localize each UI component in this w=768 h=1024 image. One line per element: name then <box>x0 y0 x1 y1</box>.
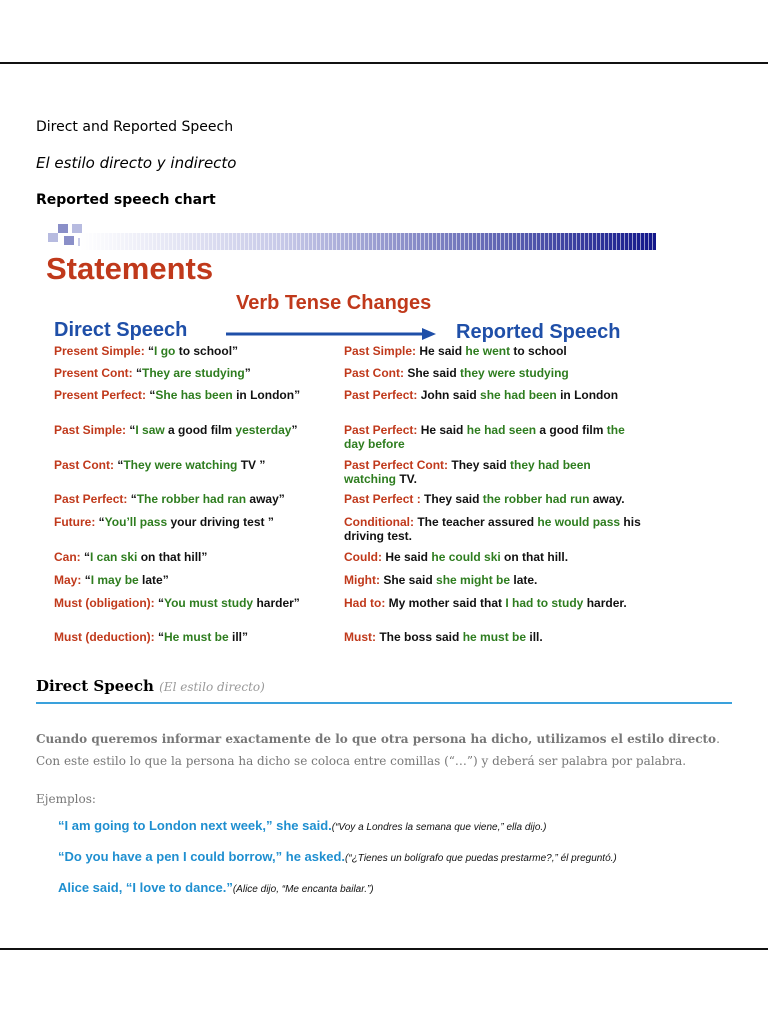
tense-label: Past Perfect: <box>344 388 421 402</box>
tense-label: Present Perfect: <box>54 388 150 402</box>
direct-speech-cell <box>54 344 354 358</box>
example-quote: “I am going to London next week,” she said. <box>58 818 332 833</box>
chart-heading: Reported speech chart <box>36 192 216 208</box>
sentence-text: ill” <box>228 630 249 644</box>
reported-speech-cell <box>344 573 644 587</box>
sentence-text: “ <box>136 366 143 380</box>
examples-label: Ejemplos: <box>36 792 96 806</box>
verb-phrase: they were studying <box>460 366 569 380</box>
sentence-text: He said <box>419 344 466 358</box>
example-2 <box>58 848 617 866</box>
verb-phrase: she had been <box>480 388 557 402</box>
direct-speech-cell <box>54 550 354 564</box>
example-quote: “Do you have a pen I could borrow,” he asked. <box>58 849 346 864</box>
sentence-text: “ <box>157 596 164 610</box>
sentence-text: “ <box>84 573 91 587</box>
reported-speech-cell <box>344 344 644 358</box>
example-1 <box>58 817 547 835</box>
reported-speech-cell <box>344 458 644 486</box>
tense-label: Could: <box>344 550 386 564</box>
tense-label: Had to: <box>344 596 389 610</box>
verb-phrase: he had seen <box>466 423 537 437</box>
sentence-text: in London <box>556 388 619 402</box>
sentence-text: She said <box>407 366 461 380</box>
document-title: Direct and Reported Speech <box>36 119 234 135</box>
verb-phrase: she might be <box>436 573 511 587</box>
tense-label: Present Cont: <box>54 366 137 380</box>
tense-label: Past Cont: <box>54 458 118 472</box>
sentence-text: “ <box>117 458 124 472</box>
reported-speech-cell <box>344 515 644 543</box>
direct-speech-column-header: Direct Speech <box>54 319 188 341</box>
paragraph-text: . Con este estilo lo que la persona ha dicho se coloca entre comillas (“…”) y deberá ser palabra por palabra. <box>36 732 720 768</box>
sentence-text: his driving test. <box>344 515 641 543</box>
tense-label: Past Cont: <box>344 366 408 380</box>
verb-phrase: the robber had run <box>482 492 590 506</box>
verb-phrase: they had been watching <box>344 458 591 486</box>
sentence-text: “ <box>98 515 105 529</box>
sentence-text: ill. <box>526 630 543 644</box>
sentence-text: in London” <box>232 388 301 402</box>
tense-label: Can: <box>54 550 84 564</box>
sentence-text: They said <box>451 458 511 472</box>
verb-phrase: he went <box>465 344 511 358</box>
verb-phrase: the day before <box>344 423 625 451</box>
tense-label: Might: <box>344 573 384 587</box>
verb-phrase: I can ski <box>90 550 138 564</box>
sentence-text: late. <box>510 573 538 587</box>
paragraph-bold-text: Cuando queremos informar exactamente de lo que otra persona ha dicho, utilizamos el estilo directo <box>36 732 717 746</box>
direct-speech-heading-text: Direct Speech <box>36 677 154 695</box>
sentence-text: away. <box>589 492 625 506</box>
sentence-text: “ <box>130 492 137 506</box>
statements-title: Statements <box>46 251 214 286</box>
reported-speech-cell <box>344 596 644 610</box>
tense-label: Must (obligation): <box>54 596 158 610</box>
verb-phrase: They were watching <box>123 458 238 472</box>
top-rule <box>0 62 768 64</box>
sentence-text: to school <box>510 344 567 358</box>
document-subtitle: El estilo directo y indirecto <box>36 154 237 172</box>
sentence-text: They said <box>424 492 483 506</box>
bottom-rule <box>0 948 768 950</box>
tense-label: Present Simple: <box>54 344 149 358</box>
example-3 <box>58 879 374 897</box>
tense-label: Past Simple: <box>344 344 420 358</box>
verb-phrase: he must be <box>462 630 527 644</box>
sentence-text: He said <box>385 550 432 564</box>
verb-phrase: he could ski <box>431 550 501 564</box>
direct-speech-cell <box>54 515 354 529</box>
sentence-text: John said <box>420 388 481 402</box>
sentence-text: TV. <box>396 472 417 486</box>
direct-speech-cell <box>54 630 354 644</box>
sentence-text: She said <box>383 573 437 587</box>
sentence-text: late” <box>138 573 169 587</box>
reported-speech-cell <box>344 366 644 380</box>
sentence-text: “ <box>129 423 136 437</box>
sentence-text: He said <box>420 423 467 437</box>
reported-speech-cell <box>344 630 644 644</box>
direct-speech-cell <box>54 492 354 506</box>
verb-phrase: They are studying <box>142 366 245 380</box>
sentence-text: away” <box>246 492 285 506</box>
sentence-text: The boss said <box>379 630 463 644</box>
tense-label: Past Perfect: <box>344 423 421 437</box>
direct-speech-cell <box>54 458 354 472</box>
tense-label: Past Perfect: <box>54 492 131 506</box>
sentence-text: “ <box>148 344 155 358</box>
verb-phrase: You must study <box>163 596 254 610</box>
tense-label: Must: <box>344 630 380 644</box>
sentence-text: “ <box>84 550 90 564</box>
tense-label: Past Simple: <box>54 423 130 437</box>
sentence-text: “ <box>157 630 164 644</box>
direct-speech-cell <box>54 596 354 610</box>
sentence-text: harder” <box>253 596 300 610</box>
direct-speech-cell <box>54 366 354 380</box>
arrow-right-icon <box>226 327 438 341</box>
verb-tense-changes-title: Verb Tense Changes <box>236 292 432 314</box>
reported-speech-cell <box>344 388 644 402</box>
verb-phrase: You’ll pass <box>104 515 168 529</box>
tense-label: Conditional: <box>344 515 418 529</box>
tense-label: Past Perfect Cont: <box>344 458 452 472</box>
sentence-text: a good film <box>536 423 607 437</box>
verb-phrase: I saw <box>135 423 165 437</box>
verb-phrase: yesterday <box>235 423 292 437</box>
tense-label: Future: <box>54 515 99 529</box>
verb-phrase: he would pass <box>537 515 621 529</box>
direct-speech-paragraph <box>36 728 726 772</box>
tense-label: May: <box>54 573 85 587</box>
verb-phrase: He must be <box>163 630 229 644</box>
banner-gradient-bar <box>80 233 656 250</box>
example-translation: (“¿Tienes un bolígrafo que puedas prestarme?,” él preguntó.) <box>345 853 617 864</box>
direct-speech-heading-note: (El estilo directo) <box>159 680 265 694</box>
sentence-text: on that hill. <box>500 550 569 564</box>
example-translation: (“Voy a Londres la semana que viene,” ella dijo.) <box>331 822 547 833</box>
reported-speech-column-header: Reported Speech <box>456 321 621 343</box>
direct-speech-heading <box>36 677 265 695</box>
sentence-text: “ <box>149 388 156 402</box>
verb-phrase: I may be <box>90 573 139 587</box>
sentence-text: a good film <box>164 423 236 437</box>
sentence-text: TV ” <box>237 458 266 472</box>
sentence-text: The teacher assured <box>417 515 538 529</box>
section-divider <box>36 702 732 704</box>
sentence-text: harder. <box>583 596 627 610</box>
example-translation: (Alice dijo, “Me encanta bailar.”) <box>232 884 374 895</box>
reported-speech-cell <box>344 492 644 506</box>
direct-speech-cell <box>54 573 354 587</box>
sentence-text: ” <box>291 423 298 437</box>
sentence-text: My mother said that <box>388 596 506 610</box>
verb-phrase: The robber had ran <box>136 492 247 506</box>
example-quote: Alice said, “I love to dance.” <box>58 880 233 895</box>
sentence-text: your driving test ” <box>167 515 274 529</box>
direct-speech-cell <box>54 423 354 437</box>
reported-speech-chart <box>36 224 666 654</box>
verb-phrase: I go <box>154 344 176 358</box>
verb-phrase: She has been <box>155 388 233 402</box>
verb-phrase: I had to study <box>505 596 584 610</box>
tense-label: Must (deduction): <box>54 630 158 644</box>
sentence-text: to school” <box>175 344 239 358</box>
sentence-text: on that hill” <box>137 550 208 564</box>
sentence-text: ” <box>244 366 251 380</box>
tense-label: Past Perfect : <box>344 492 425 506</box>
direct-speech-cell <box>54 388 354 402</box>
reported-speech-cell <box>344 423 644 451</box>
reported-speech-cell <box>344 550 644 564</box>
